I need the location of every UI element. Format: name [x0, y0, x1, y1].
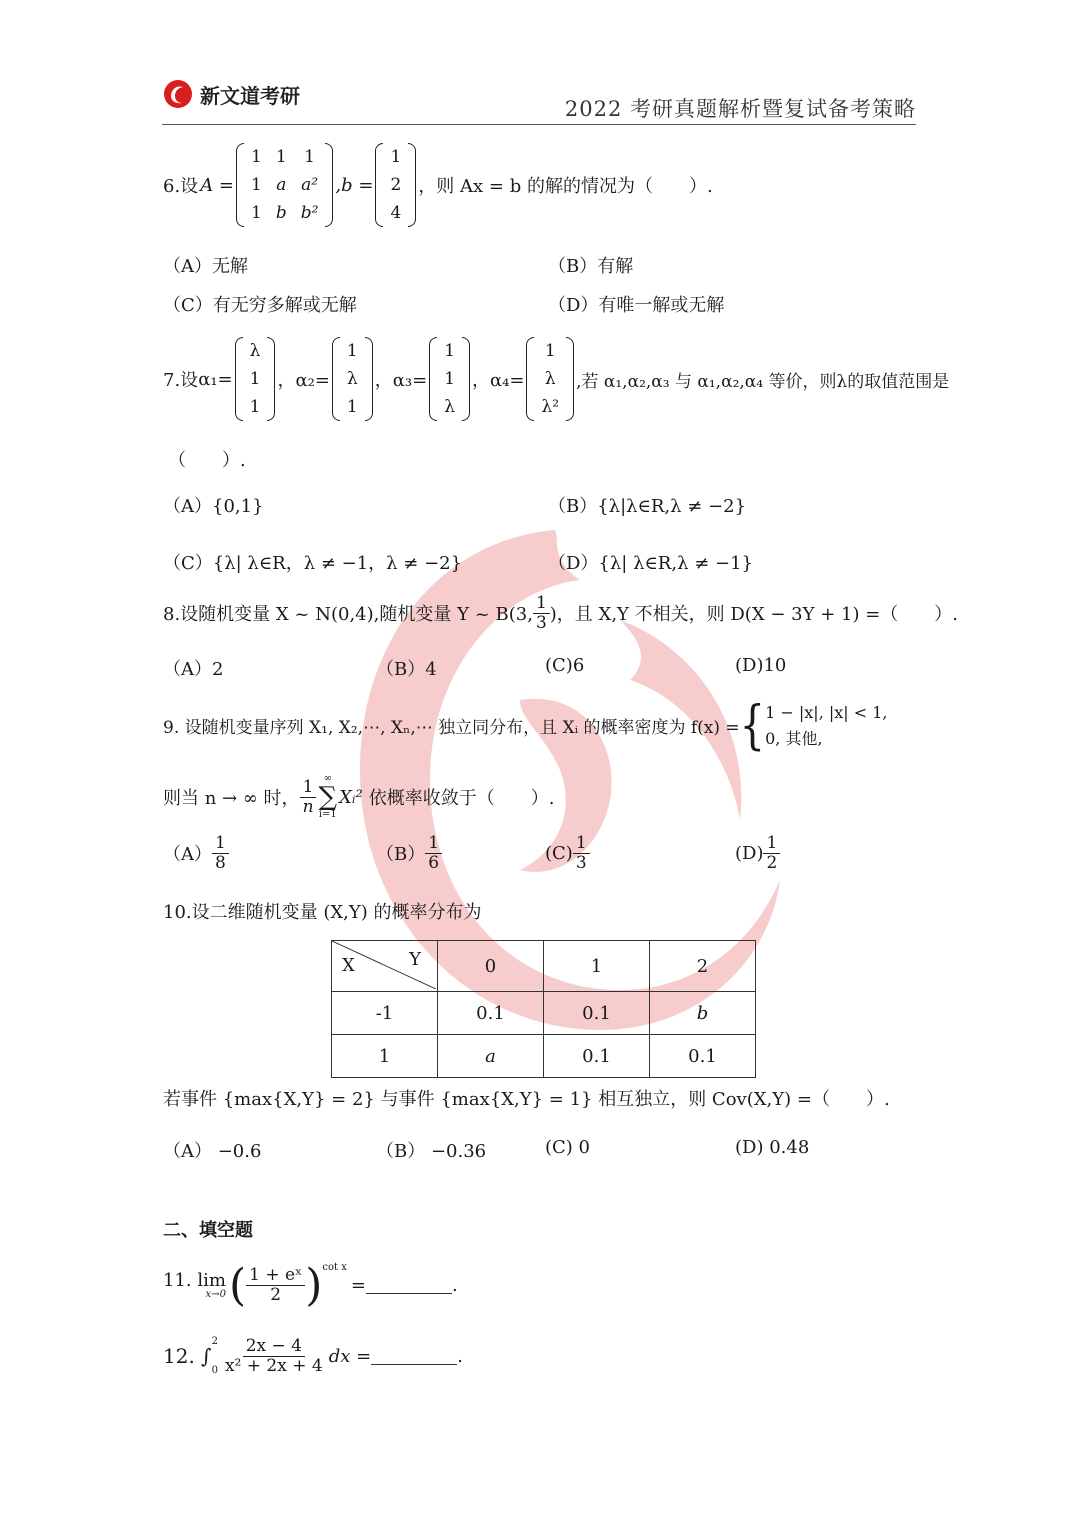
q9-line1: 9. 设随机变量序列 X₁, X₂,⋯, Xₙ,⋯ 独立同分布，且 Xᵢ 的概率密度为 f(x) =: [163, 718, 740, 739]
q9-line2-suffix: 依概率收敛于（ ）.: [368, 788, 555, 809]
matrix-a-cell: 1: [251, 203, 262, 223]
q12-fraction: [222, 1337, 326, 1375]
question-11: [163, 1260, 458, 1311]
vector-alpha4: [526, 337, 574, 421]
q7-a2-label: ，α₂=: [277, 370, 330, 391]
q9-line2-prefix: 则当 n → ∞ 时，: [163, 788, 300, 809]
answer-blank[interactable]: [371, 1348, 457, 1365]
fraction-numerator: 1 + eˣ: [246, 1266, 305, 1286]
logo: [162, 78, 300, 110]
table-cell: 0.1: [438, 992, 544, 1035]
fraction-numerator: 1: [573, 834, 590, 854]
corner-y-label: Y: [409, 949, 421, 970]
section-heading: 二、填空题: [163, 1220, 253, 1241]
table-row-header: 1: [332, 1035, 438, 1078]
matrix-a-cell: b: [275, 203, 287, 223]
q9-option-b: [376, 834, 442, 872]
vector-cell: 1: [346, 397, 358, 417]
fraction-denominator: 3: [575, 852, 587, 873]
matrix-a-cell: 1: [304, 147, 315, 167]
differential: dx =: [328, 1345, 372, 1367]
q6-option-c: （C）有无穷多解或无解: [163, 295, 357, 316]
question-9: [163, 695, 888, 756]
q11-fraction: [246, 1266, 305, 1304]
option-label: (C): [545, 842, 573, 864]
integral-limits: [212, 1336, 218, 1376]
fraction-numerator: 1: [763, 834, 780, 854]
option-label: （B）: [376, 844, 426, 866]
q6-b-label: ,b =: [335, 174, 374, 196]
fraction-denominator: x² + 2x + 4: [224, 1355, 323, 1376]
q10-option-a: （A） −0.6: [163, 1141, 262, 1162]
q8-fraction: [533, 594, 550, 632]
q7-paren: （ ）.: [168, 450, 246, 471]
integral-lower: 0: [211, 1365, 218, 1376]
fraction-numerator: 1: [425, 834, 442, 854]
question-7: [163, 337, 949, 421]
vector-b-cell: 1: [390, 147, 402, 167]
q9-option-a: [163, 834, 229, 872]
vector-cell: λ²: [541, 397, 560, 417]
q8-option-d: (D)10: [735, 655, 787, 676]
question-12: [163, 1336, 463, 1376]
table-cell: 0.1: [544, 1035, 650, 1078]
sum-symbol: ∑: [318, 782, 338, 812]
q12-prefix: 12. ∫: [163, 1344, 212, 1368]
question-6: [163, 143, 713, 227]
vector-cell: λ: [544, 369, 556, 389]
sum-lower: i=1: [318, 809, 337, 820]
logo-text: 新文道考研: [200, 83, 300, 108]
q7-option-c: （C）{λ| λ∈R，λ ≠ −1，λ ≠ −2}: [163, 553, 463, 574]
matrix-a-cell: a: [276, 175, 287, 195]
limit: [163, 1269, 226, 1300]
right-paren: ): [305, 1260, 323, 1311]
table-cell: b: [650, 992, 756, 1035]
q10-option-c: (C) 0: [545, 1137, 590, 1158]
fraction-denominator: 3: [535, 612, 547, 633]
matrix-a: [236, 143, 333, 227]
answer-blank[interactable]: [366, 1277, 452, 1294]
vector-cell: 1: [544, 341, 556, 361]
q6-option-a: （A）无解: [163, 256, 248, 277]
fraction-denominator: 2: [766, 852, 778, 873]
table-row: [332, 1035, 756, 1078]
document-title: 2022 考研真题解析暨复试备考策略: [564, 97, 916, 121]
q8-suffix: )，且 X,Y 不相关，则 D(X − 3Y + 1) =（ ）.: [549, 604, 959, 626]
q6-prefix: 6.设: [163, 176, 199, 197]
left-paren: (: [228, 1260, 247, 1311]
q6-option-d: （D）有唯一解或无解: [548, 295, 725, 316]
q8-option-a: （A）2: [163, 659, 224, 680]
matrix-a-cell: 1: [275, 147, 287, 167]
limit-subscript: x→0: [205, 1288, 226, 1300]
fraction-numerator: 1: [533, 594, 550, 614]
header-rule: [162, 124, 916, 125]
q8-option-c: (C)6: [545, 655, 585, 676]
vector-cell: λ: [346, 369, 358, 389]
vector-alpha1: [235, 337, 276, 421]
vector-cell: λ: [444, 397, 455, 417]
piecewise-brace: {: [739, 695, 766, 756]
table-cell: 0.1: [544, 992, 650, 1035]
q10-option-d: (D) 0.48: [735, 1137, 810, 1158]
fraction-denominator: 2: [270, 1285, 282, 1305]
q7-suffix: ,若 α₁,α₂,α₃ 与 α₁,α₂,α₄ 等价，则λ的取值范围是: [576, 371, 950, 392]
vector-cell: 1: [444, 341, 456, 361]
vector-alpha3: [429, 337, 470, 421]
matrix-a-cell: 1: [251, 147, 262, 167]
q7-a3-label: ，α₃=: [374, 370, 428, 391]
table-col-header: 0: [438, 941, 544, 992]
piecewise-case: 0, 其他,: [765, 728, 823, 748]
vector-cell: λ: [249, 341, 261, 361]
exponent: cot x: [322, 1262, 347, 1273]
period: .: [457, 1345, 463, 1367]
table-col-header: 1: [544, 941, 650, 992]
option-label: (D): [735, 842, 764, 864]
vector-alpha2: [332, 337, 373, 421]
probability-table: [331, 940, 756, 1078]
vector-cell: 1: [249, 397, 261, 417]
sum-term: Xᵢ²: [339, 786, 363, 808]
option-label: （A）: [163, 844, 212, 866]
q7-a4-label: ，α₄=: [472, 370, 525, 391]
corner-x-label: X: [342, 955, 355, 976]
vector-cell: 1: [444, 369, 456, 389]
table-corner-cell: [332, 941, 438, 992]
table-row: [332, 992, 756, 1035]
matrix-a-cell: b²: [300, 203, 319, 223]
q9-option-c: [545, 834, 590, 872]
phoenix-logo-icon: [162, 78, 194, 110]
q6-a-label: A =: [200, 174, 234, 196]
matrix-a-cell: a²: [301, 175, 319, 195]
q8-prefix: 8.设随机变量 X ~ N(0,4),随机变量 Y ~ B(3,: [163, 604, 533, 626]
q6-suffix: ，则 Ax = b 的解的情况为（ ）.: [418, 176, 713, 197]
q7-prefix: 7.设: [163, 370, 199, 391]
q11-prefix: 11. lim: [163, 1269, 226, 1291]
integral-upper: 2: [211, 1336, 218, 1347]
fraction-denominator: n: [302, 796, 314, 817]
q8-option-b: （B）4: [376, 659, 437, 680]
piecewise-cases: [765, 700, 887, 751]
q10-option-b: （B） −0.36: [376, 1141, 487, 1162]
vector-cell: 1: [346, 341, 358, 361]
equals: =: [350, 1275, 366, 1296]
q6-option-b: （B）有解: [548, 256, 634, 277]
vector-b: [375, 143, 416, 227]
table-header-row: [332, 941, 756, 992]
vector-cell: 1: [249, 369, 261, 389]
table-cell: a: [438, 1035, 544, 1078]
q10-intro: 10.设二维随机变量 (X,Y) 的概率分布为: [163, 902, 482, 923]
question-8: [163, 594, 958, 632]
q7-option-a: （A）{0,1}: [163, 496, 264, 517]
fraction-denominator: 6: [428, 852, 440, 873]
vector-b-cell: 4: [390, 203, 402, 223]
table-col-header: 2: [650, 941, 756, 992]
fraction-denominator: 8: [215, 852, 226, 873]
q7-a1-label: α₁=: [198, 368, 233, 390]
q7-option-b: （B）{λ|λ∈R,λ ≠ −2}: [548, 496, 747, 517]
table-cell: 0.1: [650, 1035, 756, 1078]
matrix-a-cell: 1: [251, 175, 262, 195]
fraction-numerator: 1: [300, 778, 317, 798]
fraction-numerator: 1: [212, 834, 229, 854]
q9-fraction: [300, 778, 317, 816]
q9-line2: [163, 774, 554, 820]
period: .: [451, 1275, 458, 1296]
piecewise-case: 1 − |x|, |x| < 1,: [765, 703, 888, 722]
fraction-numerator: 2x − 4: [243, 1337, 305, 1357]
summation: [319, 774, 338, 820]
vector-b-cell: 2: [390, 175, 402, 195]
sum-upper: ∞: [323, 773, 332, 784]
q7-option-d: （D）{λ| λ∈R,λ ≠ −1}: [548, 553, 754, 574]
q9-option-d: [735, 834, 780, 872]
q10-condition: 若事件 {max{X,Y} = 2} 与事件 {max{X,Y} = 1} 相互独立，则 Cov(X,Y) =（ ）.: [163, 1089, 890, 1110]
table-row-header: -1: [332, 992, 438, 1035]
